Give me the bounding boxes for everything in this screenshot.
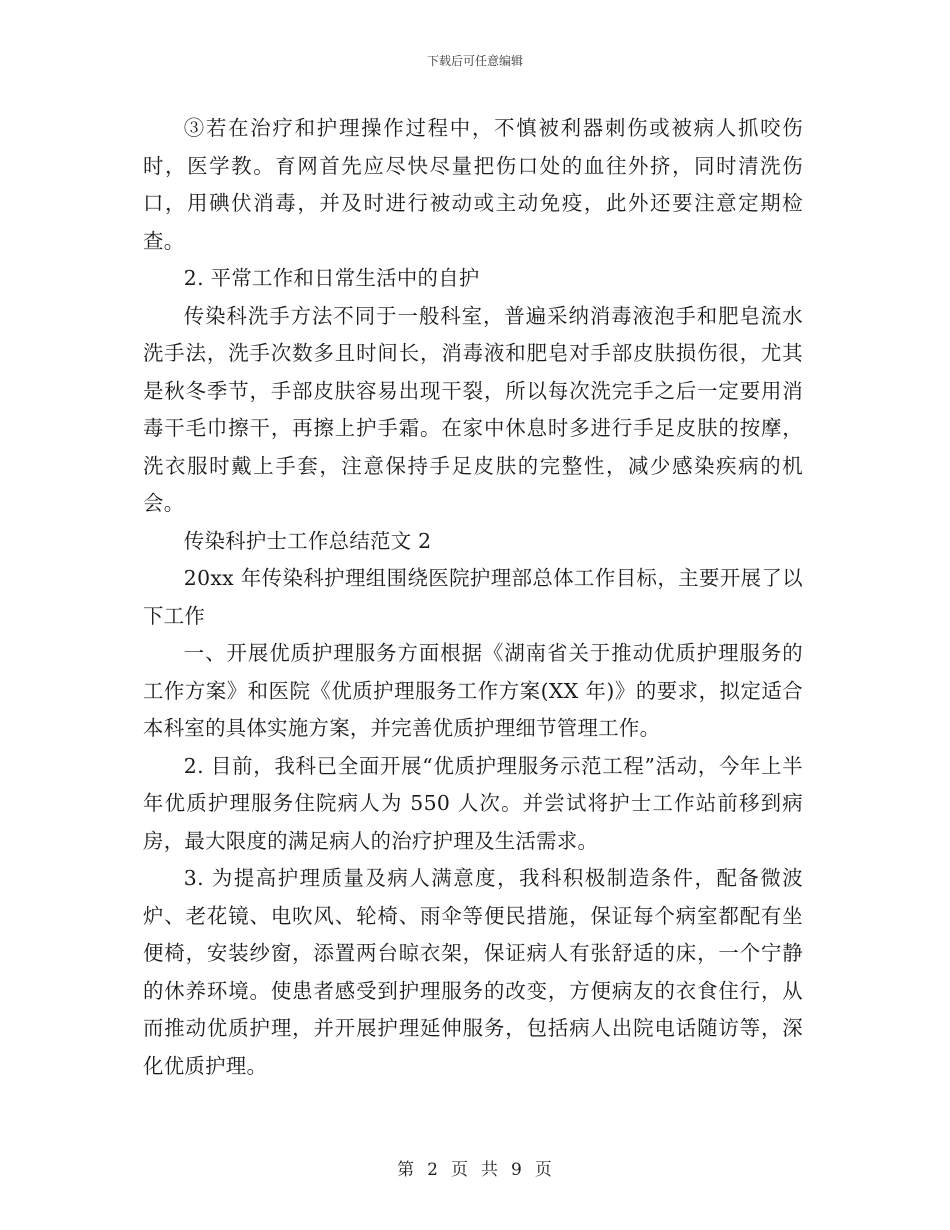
section-heading: 2. 平常工作和日常生活中的自护 (183, 266, 480, 290)
footer-gong: 共 (481, 1160, 499, 1180)
document-body (143, 110, 803, 1085)
paragraph: 20xx 年传染科护理组围绕医院护理部总体工作目标，主要开展了以下工作 (143, 566, 803, 628)
paragraph: 一、开展优质护理服务方面根据《湖南省关于推动优质护理服务的工作方案》和医院《优质护理服务工作方案(XX 年)》的要求，拟定适合本科室的具体实施方案，并完善优质护理细节管理工作。 (143, 641, 803, 740)
paragraph: 2. 目前，我科已全面开展“优质护理服务示范工程”活动，今年上半年优质护理服务住院病人为 550 人次。并尝试将护士工作站前移到病房，最大限度的满足病人的治疗护理及生活需求。 (143, 753, 803, 853)
paragraph: 3. 为提高护理质量及病人满意度，我科积极制造条件，配备微波炉、老花镜、电吹风、轮椅、雨伞等便民措施，保证每个病室都配有坐便椅，安装纱窗，添置两台晾衣架，保证病人有张舒适的床，一个宁静的休养环境。使患者感受到护理服务的改变，方便病友的衣食住行，从而推动优质护理，并开展护理延伸服务，包括病人出院电话随访等，深化优质护理。 (143, 866, 803, 1078)
footer-ye2: 页 (534, 1160, 553, 1180)
paragraph: 传染科洗手方法不同于一般科室，普遍采纳消毒液泡手和肥皂流水洗手法，洗手次数多且时间长，消毒液和肥皂对手部皮肤损伤很，尤其是秋冬季节，手部皮肤容易出现干裂，所以每次洗完手之后一定要用消毒干毛巾擦干，再擦上护手霜。在家中休息时多进行手足皮肤的按摩，洗衣服时戴上手套，注意保持手足皮肤的完整性，减少感染疾病的机会。 (143, 303, 803, 515)
page-footer (0, 1155, 950, 1180)
paragraph: ③若在治疗和护理操作过程中，不慎被利器刺伤或被病人抓咬伤时，医学教。育网首先应尽快尽量把伤口处的血往外挤，同时清洗伤口，用碘伏消毒，并及时进行被动或主动免疫，此外还要注意定期检查。 (143, 116, 803, 253)
footer-di: 第 (397, 1160, 416, 1180)
page-number: 2 (427, 1160, 439, 1180)
total-pages: 9 (511, 1160, 523, 1180)
footer-ye: 页 (451, 1160, 469, 1180)
document-title: 传染科护士工作总结范文 2 (183, 528, 432, 553)
page-header: 下载后可任意编辑 (426, 54, 523, 68)
